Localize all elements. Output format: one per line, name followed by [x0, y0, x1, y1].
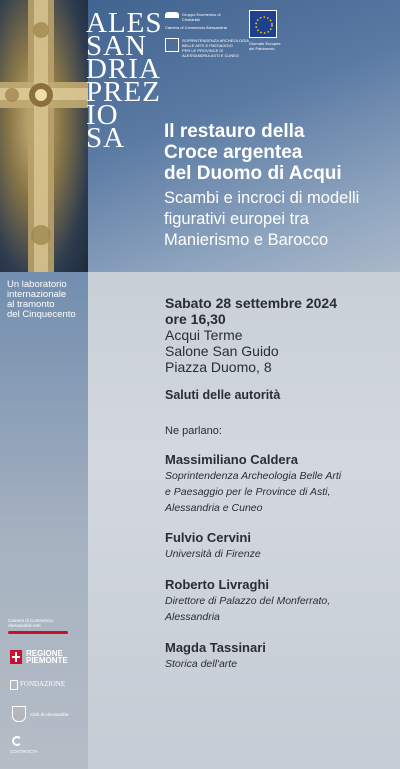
- logo-text: Camera di Commercio Alessandria: [165, 25, 227, 30]
- logo-camera-commercio-alessandria-asti: [8, 618, 78, 634]
- speaker-livraghi: [165, 577, 395, 625]
- tagline-line: del Cinquecento: [7, 309, 76, 320]
- logo-text: Cristianità: [182, 17, 200, 22]
- speaker-role: Soprintendenza Archeologia Belle Arti: [165, 470, 342, 482]
- title-line: SAN: [86, 30, 148, 62]
- silver-cross-image: [0, 0, 88, 272]
- logo-swoosh: [8, 631, 68, 634]
- logo-text: SOPRINTENDENZA ARCHEOLOGIA: [182, 38, 249, 43]
- event-info: [165, 295, 395, 375]
- logo-text: del Patrimonio: [249, 46, 275, 51]
- speaker-role: Storica dell'arte: [165, 658, 238, 670]
- tagline-line: al tramonto: [7, 299, 55, 310]
- speaker-name: Massimiliano Caldera: [165, 452, 298, 467]
- title-line: SA: [86, 122, 126, 154]
- speaker-cervini: [165, 530, 395, 562]
- logo-text: PIEMONTE: [26, 656, 68, 665]
- logo-text: Giornate Europee: [249, 41, 281, 46]
- fondazione-emblem-icon: [10, 680, 18, 690]
- logo-text: COSTRUCTA: [10, 749, 38, 754]
- logo-text: REGIONE: [26, 649, 63, 658]
- logo-text: Camera di Commercio Alessandria-Asti: [8, 618, 54, 628]
- logo-shape: [165, 38, 179, 52]
- title-line: IO: [86, 99, 119, 131]
- speaker-name: Fulvio Cervini: [165, 530, 251, 545]
- logo-text: Città di Alessandria: [30, 712, 69, 717]
- cross-icon: [0, 0, 88, 272]
- headline: [164, 121, 394, 184]
- subhead-line: figurativi europei tra: [164, 210, 309, 228]
- headline-line: del Duomo di Acqui: [164, 163, 342, 184]
- event-date: Sabato 28 settembre 2024: [165, 295, 337, 311]
- title-line: ALES: [86, 7, 163, 39]
- left-tagline: [7, 280, 87, 320]
- city-crest-icon: [12, 706, 26, 722]
- title-line: DRIA: [86, 53, 161, 85]
- speaker-name: Magda Tassinari: [165, 640, 266, 655]
- greetings: Saluti delle autorità: [165, 388, 281, 402]
- tagline-line: internazionale: [7, 289, 67, 300]
- speaker-caldera: [165, 452, 395, 516]
- eu-stars-icon: [249, 10, 277, 38]
- event-city: Acqui Terme: [165, 327, 243, 343]
- logo-text: PER LE PROVINCE DI: [182, 48, 224, 53]
- speaker-tassinari: [165, 640, 395, 672]
- speaker-role: Alessandria e Cuneo: [165, 502, 263, 514]
- speaker-role: e Paesaggio per le Province di Asti,: [165, 486, 331, 498]
- event-time: ore 16,30: [165, 311, 226, 327]
- event-address: Piazza Duomo, 8: [165, 359, 272, 375]
- headline-line: Il restauro della: [164, 121, 305, 142]
- logo-text: FONDAZIONE: [20, 680, 66, 688]
- speaker-role: Direttore di Palazzo del Monferrato,: [165, 595, 331, 607]
- speaker-role: Alessandria: [165, 611, 220, 623]
- logo-text: Gruppo Ecumenico di: [182, 12, 221, 17]
- headline-line: Croce argentea: [164, 142, 303, 163]
- speakers-intro: Ne parlano:: [165, 425, 222, 437]
- subheadline: [164, 188, 394, 251]
- event-venue: Salone San Guido: [165, 343, 279, 359]
- speaker-name: Roberto Livraghi: [165, 577, 270, 592]
- subhead-line: Manierismo e Barocco: [164, 231, 329, 249]
- speaker-role: Università di Firenze: [165, 548, 261, 560]
- costructa-mark-icon: [12, 736, 22, 746]
- subhead-line: Scambi e incroci di modelli: [164, 189, 360, 207]
- title-line: PREZ: [86, 76, 161, 108]
- vertical-title: [86, 7, 163, 154]
- logo-text: BELLE ARTI E PAESAGGIO: [182, 43, 233, 48]
- logo-shape: [165, 12, 179, 18]
- sponsor-logos-top: [165, 8, 385, 58]
- regione-shield-icon: [10, 650, 22, 664]
- tagline-line: Un laboratorio: [7, 279, 67, 290]
- logo-text: ALESSANDRIA ASTI E CUNEO: [182, 53, 239, 58]
